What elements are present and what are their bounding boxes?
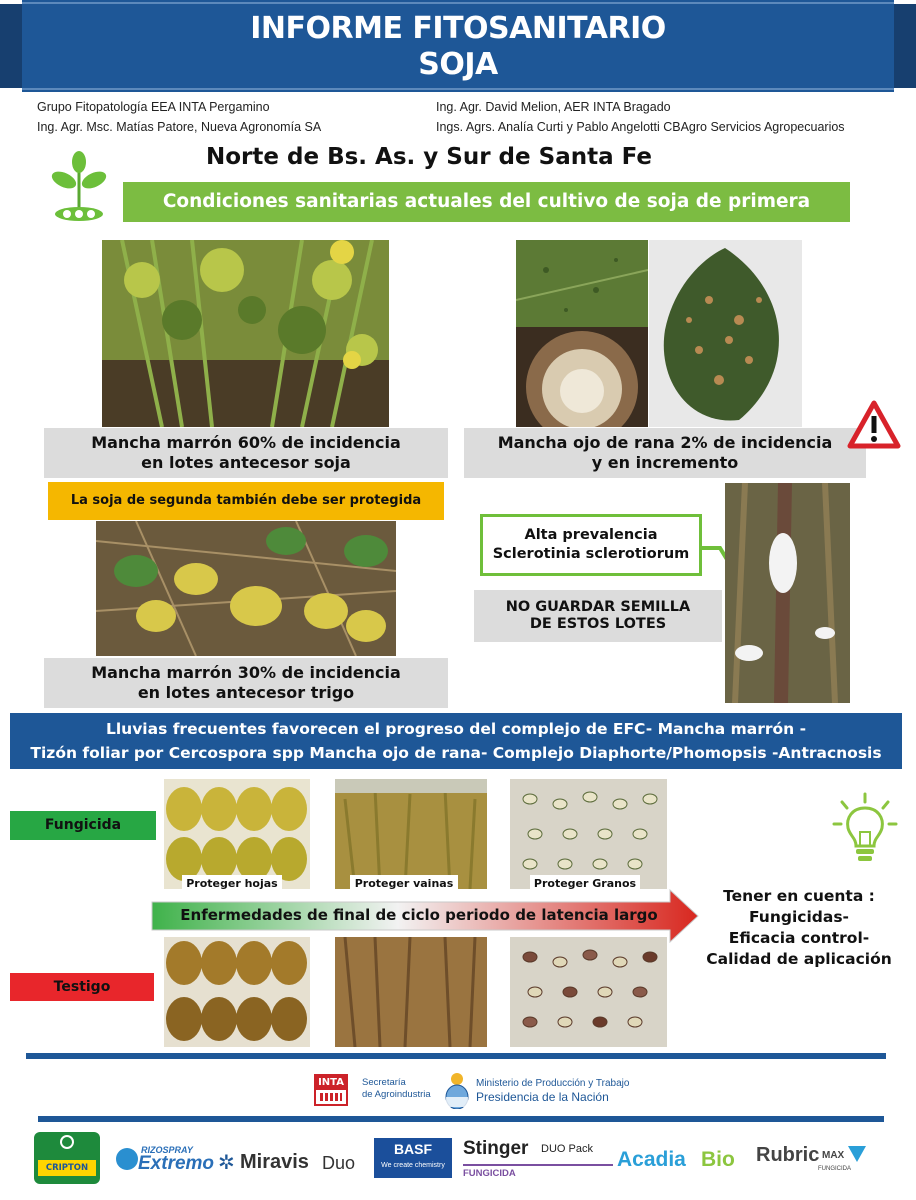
miravis-name: Miravis — [240, 1151, 309, 1173]
warning-icon — [847, 400, 901, 450]
sclerotinia-box — [480, 514, 702, 576]
secretaria-line1: Secretaría — [362, 1077, 406, 1088]
cripton-logo-text: CRIPTON — [38, 1160, 96, 1176]
caption-mancha-marron-60 — [44, 428, 448, 478]
photo-testigo-vainas — [335, 937, 487, 1047]
rubric-fungicida: FUNGICIDA — [818, 1166, 851, 1172]
acadia-bio: Bio — [701, 1148, 735, 1171]
inta-logo-text: INTA — [316, 1076, 346, 1090]
disease-complex-line2: Tizón foliar por Cercospora spp Mancha ojo de rana- Complejo Diaphorte/Phomopsis -Antracnosis — [30, 744, 882, 762]
photo-sclerotinia-stem — [725, 483, 850, 703]
caption-ojo-de-rana-line1: Mancha ojo de rana 2% de incidencia — [497, 433, 833, 452]
stinger-duo-pack: DUO Pack — [541, 1143, 593, 1155]
report-title: INFORME FITOSANITARIO — [250, 11, 666, 46]
no-save-seed-line1: NO GUARDAR SEMILLA — [505, 599, 691, 615]
rubric-max: MAX — [822, 1150, 845, 1161]
second-soy-warning: La soja de segunda también debe ser protegida — [48, 482, 444, 520]
miravis-star-icon: ✲ — [218, 1150, 235, 1174]
basf-tagline: We create chemistry — [381, 1162, 445, 1169]
caption-proteger-vainas: Proteger vainas — [350, 875, 458, 892]
basf-logo — [374, 1138, 452, 1178]
photo-frog-eye-leaf — [649, 240, 802, 427]
stinger-underline — [463, 1164, 613, 1166]
note-box — [690, 886, 908, 970]
credit-left-1: Grupo Fitopatología EEA INTA Pergamino — [37, 100, 270, 114]
subtitle-bar: Condiciones sanitarias actuales del cultivo de soja de primera — [123, 182, 850, 222]
caption-mancha-marron-30-line2: en lotes antecesor trigo — [137, 683, 355, 702]
rubric-name: Rubric — [756, 1144, 820, 1166]
inta-logo-mark — [320, 1093, 342, 1101]
photo-fungicida-hojas — [164, 779, 310, 889]
rizospray-main: Extremo — [138, 1153, 215, 1174]
caption-mancha-marron-30-line1: Mancha marrón 30% de incidencia — [91, 663, 401, 682]
credit-left-2: Ing. Agr. Msc. Matías Patore, Nueva Agronomía SA — [37, 120, 322, 134]
caption-mancha-marron-60-line1: Mancha marrón 60% de incidencia — [91, 433, 401, 452]
caption-ojo-de-rana-line2: y en incremento — [591, 453, 739, 472]
photo-brown-spot-leaves — [96, 521, 396, 656]
no-save-seed-line2: DE ESTOS LOTES — [529, 616, 667, 632]
cripton-logo — [34, 1132, 100, 1184]
credit-right-2: Ings. Agrs. Analía Curti y Pablo Angelotti CBAgro Servicios Agropecuarios — [436, 120, 845, 134]
caption-ojo-de-rana — [464, 428, 866, 478]
no-save-seed-notice — [474, 590, 722, 642]
sclerotinia-line2: Sclerotinia sclerotiorum — [492, 546, 690, 562]
sclerotinia-line1: Alta prevalencia — [524, 527, 658, 543]
note-line2: Fungicidas- — [748, 908, 849, 926]
footer-rule-top — [26, 1053, 886, 1059]
disease-complex-bar — [10, 713, 902, 769]
acadia-name: Acadia — [617, 1148, 686, 1171]
secretaria-line2: de Agroindustria — [362, 1089, 431, 1100]
caption-proteger-hojas: Proteger hojas — [182, 875, 282, 892]
lightbulb-icon — [832, 792, 898, 866]
secretaria-logo — [362, 1077, 431, 1101]
region-title: Norte de Bs. As. y Sur de Santa Fe — [206, 144, 652, 170]
photo-testigo-granos — [510, 937, 667, 1047]
soy-plant-icon — [46, 150, 112, 224]
credit-right-1: Ing. Agr. David Melion, AER INTA Bragado — [436, 100, 671, 114]
rubric-shield-icon — [848, 1146, 866, 1162]
caption-proteger-granos: Proteger Granos — [530, 875, 640, 892]
rizospray-top: RIZOSPRAY — [141, 1145, 193, 1155]
latency-arrow-text: Enfermedades de final de ciclo periodo de latencia largo — [180, 906, 658, 924]
header-banner — [0, 0, 916, 96]
caption-mancha-marron-30 — [44, 658, 448, 708]
stinger-name: Stinger — [463, 1138, 529, 1159]
disease-complex-line1: Lluvias frecuentes favorecen el progreso del complejo de EFC- Mancha marrón - — [105, 720, 807, 738]
photo-testigo-hojas — [164, 937, 310, 1047]
photo-lesion-microscope — [516, 327, 648, 427]
note-line1: Tener en cuenta : — [723, 887, 875, 905]
rizospray-drop-icon — [116, 1148, 138, 1170]
photo-fungicida-granos — [510, 779, 667, 889]
report-crop-title: SOJA — [418, 47, 498, 82]
footer-rule-bottom — [38, 1116, 884, 1122]
miravis-duo: Duo — [322, 1153, 356, 1173]
stinger-fungicida: FUNGICIDA — [463, 1168, 516, 1179]
caption-mancha-marron-60-line2: en lotes antecesor soja — [141, 453, 351, 472]
bayer-cross-icon — [60, 1135, 74, 1149]
fungicida-label: Fungicida — [10, 811, 156, 840]
note-line3: Eficacia control- — [728, 929, 870, 947]
basf-logo-text: BASF — [393, 1141, 433, 1157]
photo-fungicida-vainas — [335, 779, 487, 889]
note-line4: Calidad de aplicación — [706, 950, 892, 968]
inta-logo — [314, 1074, 348, 1106]
ministerio-line2: Presidencia de la Nación — [476, 1090, 609, 1104]
testigo-label: Testigo — [10, 973, 154, 1001]
photo-soybean-rows — [102, 240, 389, 427]
photo-leaf-closeup — [516, 240, 648, 327]
argentina-coat-of-arms-icon — [444, 1071, 470, 1109]
ministerio-line1: Ministerio de Producción y Trabajo — [476, 1078, 630, 1089]
